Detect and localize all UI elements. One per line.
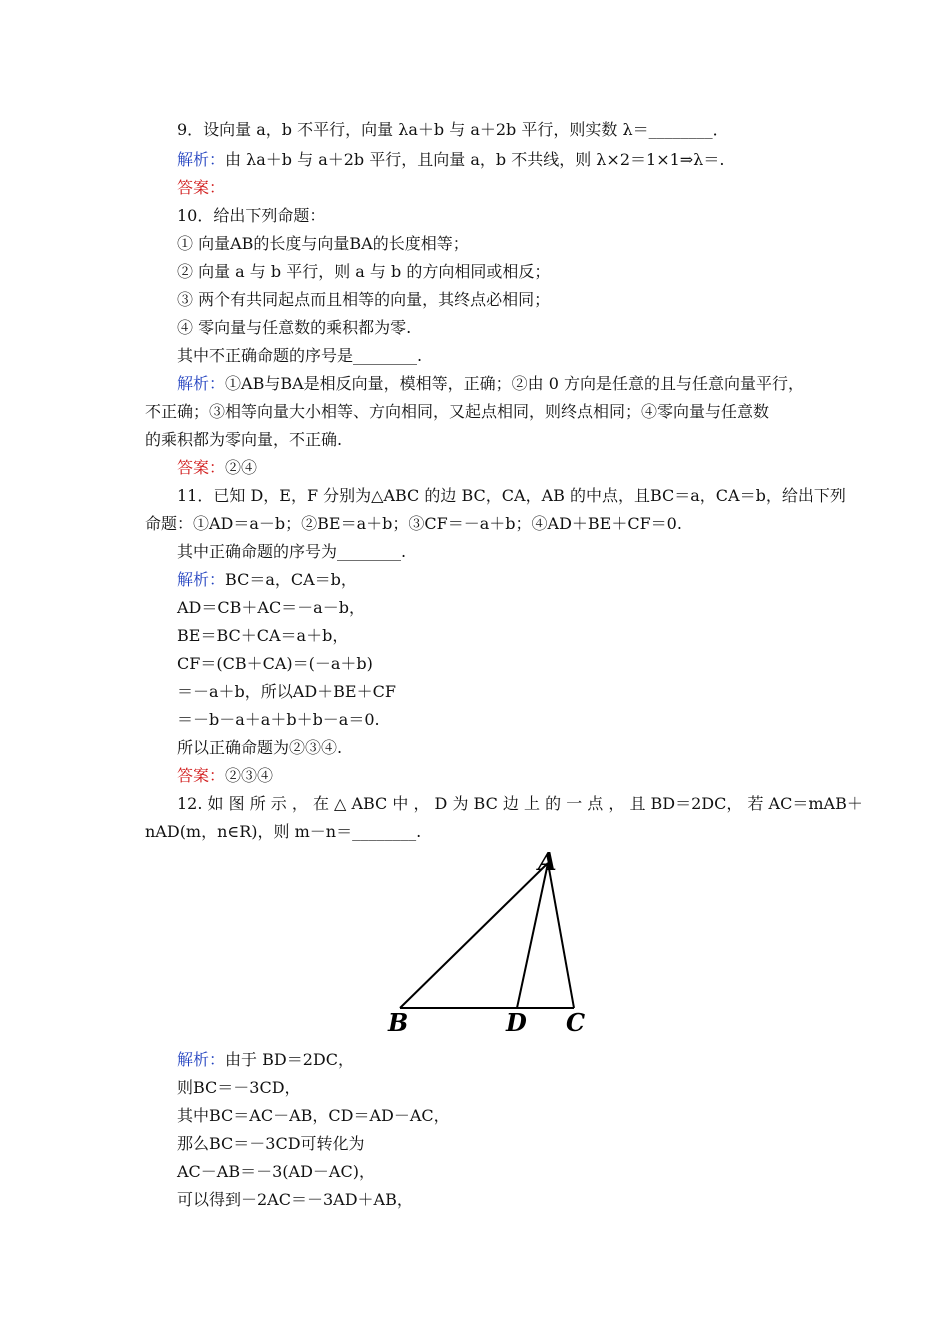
text-line bbox=[145, 430, 342, 450]
line-text: 由 λa＋b 与 a＋2b 平行，且向量 a，b 不共线，则 λ×2＝1×1⇒λ＝. bbox=[225, 150, 725, 169]
line-text: ②③④ bbox=[225, 766, 274, 785]
segment-ad bbox=[517, 863, 548, 1008]
text-line bbox=[145, 514, 682, 534]
line-text: 其中正确命题的序号为________. bbox=[177, 542, 407, 561]
line-text: 其中BC＝AC－AB，CD＝AD－AC， bbox=[177, 1106, 450, 1125]
line-text: ＝－b－a＋a＋b＋b－a＝0. bbox=[177, 710, 380, 729]
line-text: CF＝(CB＋CA)＝(－a＋b) bbox=[177, 654, 373, 673]
line-text: ③ 两个有共同起点而且相等的向量，其终点必相同； bbox=[177, 290, 551, 309]
line-text: AD＝CB＋AC＝－a－b， bbox=[177, 598, 365, 617]
text-line bbox=[177, 766, 273, 786]
text-line bbox=[177, 486, 846, 506]
line-text: nAD(m，n∈R)，则 m－n＝________. bbox=[145, 822, 422, 841]
line-text: BC＝a，CA＝b， bbox=[225, 570, 357, 589]
analysis-label: 解析： bbox=[177, 570, 226, 589]
line-text: 可以得到－2AC＝－3AD＋AB， bbox=[177, 1190, 413, 1209]
text-line bbox=[177, 290, 550, 310]
text-line bbox=[177, 570, 357, 590]
line-text: 由于 BD＝2DC， bbox=[225, 1050, 354, 1069]
text-line bbox=[177, 738, 342, 758]
text-line bbox=[177, 654, 373, 674]
triangle-figure bbox=[380, 848, 600, 1038]
analysis-label: 解析： bbox=[177, 374, 226, 393]
text-line bbox=[145, 402, 769, 422]
text-line bbox=[177, 1190, 413, 1210]
text-line bbox=[177, 318, 411, 338]
line-text: 所以正确命题为②③④. bbox=[177, 738, 343, 757]
side-ac bbox=[548, 863, 574, 1008]
analysis-label: 解析： bbox=[177, 1050, 226, 1069]
line-text: 则BC＝－3CD， bbox=[177, 1078, 301, 1097]
answer-label: 答案： bbox=[177, 766, 226, 785]
line-text: ① 向量AB的长度与向量BA的长度相等； bbox=[177, 234, 469, 253]
line-text: ④ 零向量与任意数的乘积都为零. bbox=[177, 318, 412, 337]
text-line bbox=[177, 1134, 365, 1154]
text-line bbox=[177, 206, 325, 226]
triangle-diagram bbox=[380, 848, 600, 1038]
text-line bbox=[177, 598, 365, 618]
text-line bbox=[177, 262, 550, 282]
text-line bbox=[177, 542, 406, 562]
line-text: 12. 如 图 所 示 ， 在 △ ABC 中 ， D 为 BC 边 上 的 一 点 ， 且 BD＝2DC， 若 AC＝mAB＋ bbox=[177, 794, 863, 813]
line-text: 10．给出下列命题： bbox=[177, 206, 326, 225]
text-line bbox=[145, 822, 421, 842]
text-line bbox=[177, 1106, 450, 1126]
line-text: ＝－a＋b，所以AD＋BE＋CF bbox=[177, 682, 396, 701]
line-text: ②④ bbox=[225, 458, 258, 477]
line-text: 不正确；③相等向量大小相等、方向相同，又起点相同，则终点相同；④零向量与任意数 bbox=[145, 402, 770, 421]
text-line bbox=[177, 150, 724, 170]
line-text: 命题：①AD＝a－b；②BE＝a＋b；③CF＝－a＋b；④AD＋BE＋CF＝0. bbox=[145, 514, 682, 533]
answer-label: 答案： bbox=[177, 458, 226, 477]
text-line bbox=[177, 626, 348, 646]
text-line bbox=[177, 120, 729, 140]
line-text: 那么BC＝－3CD可转化为 bbox=[177, 1134, 365, 1153]
text-line bbox=[177, 346, 422, 366]
line-text: AC－AB＝－3(AD－AC)， bbox=[177, 1162, 375, 1181]
text-line bbox=[177, 710, 380, 730]
side-ab bbox=[400, 863, 548, 1008]
text-line bbox=[177, 1050, 354, 1070]
line-text: 11．已知 D，E，F 分别为△ABC 的边 BC，CA，AB 的中点，且BC＝a，CA＝b，给出下列 bbox=[177, 486, 846, 505]
vertex-a-label: A bbox=[538, 848, 557, 876]
answer-label: 答案： bbox=[177, 178, 226, 197]
text-line bbox=[177, 234, 469, 254]
text-line bbox=[177, 458, 257, 478]
line-text: 9．设向量 a，b 不平行，向量 λa＋b 与 a＋2b 平行，则实数 λ＝________． bbox=[177, 120, 729, 139]
text-line bbox=[177, 1162, 375, 1182]
line-text: 其中不正确命题的序号是________. bbox=[177, 346, 423, 365]
text-line bbox=[177, 794, 863, 814]
analysis-label: 解析： bbox=[177, 150, 226, 169]
text-line bbox=[177, 682, 396, 702]
text-line bbox=[177, 374, 804, 394]
text-line bbox=[177, 1078, 301, 1098]
vertex-d-label: D bbox=[506, 1008, 527, 1037]
line-text: ② 向量 a 与 b 平行，则 a 与 b 的方向相同或相反； bbox=[177, 262, 551, 281]
vertex-b-label: B bbox=[388, 1008, 409, 1037]
line-text: ①AB与BA是相反向量，模相等，正确；②由 0 方向是任意的且与任意向量平行， bbox=[225, 374, 804, 393]
vertex-c-label: C bbox=[566, 1008, 586, 1037]
line-text: BE＝BC＋CA＝a＋b， bbox=[177, 626, 349, 645]
text-line bbox=[177, 178, 225, 198]
line-text: 的乘积都为零向量，不正确. bbox=[145, 430, 343, 449]
